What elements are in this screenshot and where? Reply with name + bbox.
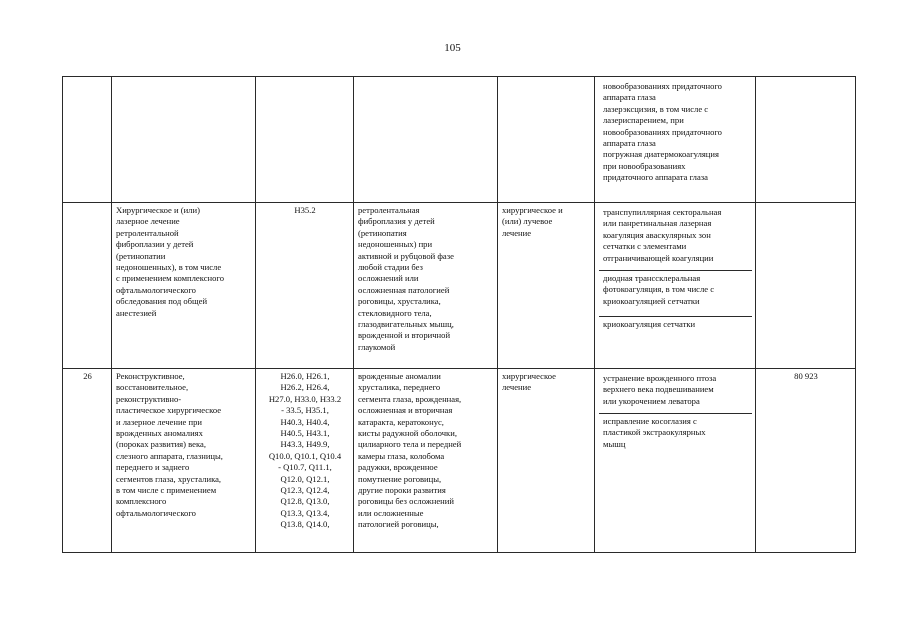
care-type-cell: Реконструктивное, восстановительное, реконструктивно- пластическое хирургическое и лазерное лечение при врожденных аномалиях (пороках развития) века, слезного аппарата, глазницы, переднего и заднего сегментов глаза, хрусталика, в том числе с применением комплексного офтальмологического: [112, 369, 256, 553]
medical-care-table: [62, 76, 856, 553]
row-number-cell: 26: [63, 369, 112, 553]
treatment-method: новообразованиях придаточного аппарата глаза лазерэксцизия, в том числе с лазериспарением, при новообразованиях придаточного аппарата глаза погружная диатермокоагуляция при новообразованиях придаточного аппарата глаза: [603, 81, 722, 183]
cost-cell: 80 923: [756, 369, 856, 553]
row-number-cell: [63, 203, 112, 369]
treatment-type-cell: [498, 77, 595, 203]
page-number: 105: [444, 42, 461, 54]
treatment-methods-cell: [595, 369, 756, 553]
care-type-cell: [112, 77, 256, 203]
icd-codes-cell: H35.2: [256, 203, 354, 369]
treatment-methods-cell: [595, 77, 756, 203]
patient-model-cell: врожденные аномалии хрусталика, переднего сегмента глаза, врожденная, осложненная и вторичная катаракта, кератоконус, кисты радужной оболочки, цилиарного тела и передней камеры глаза, колобома радужки, врожденное помутнение роговицы, другие пороки развития роговицы без осложнений или осложненные патологией роговицы,: [354, 369, 498, 553]
cost-cell: [756, 77, 856, 203]
table-row: [63, 77, 856, 203]
care-type-cell: Хирургическое и (или) лазерное лечение ретролентальной фиброплазии у детей (ретинопатии недоношенных), в том числе с применением комплексного офтальмологического обследования под общей анестезией: [112, 203, 256, 369]
icd-codes-cell: H26.0, H26.1, H26.2, H26.4, H27.0, H33.0, H33.2 - 33.5, H35.1, H40.3, H40.4, H40.5, H43.1, H43.3, H49.9, Q10.0, Q10.1, Q10.4 - Q10.7, Q11.1, Q12.0, Q12.1, Q12.3, Q12.4, Q12.8, Q13.0, Q13.3, Q13.4, Q13.8, Q14.0,: [256, 369, 354, 553]
treatment-type-cell: хирургическое и (или) лучевое лечение: [498, 203, 595, 369]
treatment-type-cell: хирургическое лечение: [498, 369, 595, 553]
treatment-method: криокоагуляция сетчатки: [599, 316, 752, 331]
table-row: [63, 203, 856, 369]
treatment-method: устранение врожденного птоза верхнего века подвешиванием или укорочением леватора: [603, 373, 717, 406]
patient-model-cell: ретролентальная фиброплазия у детей (ретинопатия недоношенных) при активной и рубцовой фазе любой стадии без осложнений или осложненная патологией роговицы, хрусталика, стекловидного тела, глазодвигательных мышц, врожденной и вторичной глаукомой: [354, 203, 498, 369]
row-number-cell: [63, 77, 112, 203]
patient-model-cell: [354, 77, 498, 203]
treatment-methods-cell: [595, 203, 756, 369]
table-row: [63, 369, 856, 553]
treatment-method: транспупиллярная секторальная или панретинальная лазерная коагуляция аваскулярных зон сетчатки с элементами отграничивающей коагуляции: [603, 207, 722, 263]
treatment-method: исправление косоглазия с пластикой экстраокулярных мышц: [599, 413, 752, 451]
icd-codes-cell: [256, 77, 354, 203]
treatment-method: диодная транссклеральная фотокоагуляция, в том числе с криокоагуляцией сетчатки: [599, 270, 752, 316]
cost-cell: [756, 203, 856, 369]
